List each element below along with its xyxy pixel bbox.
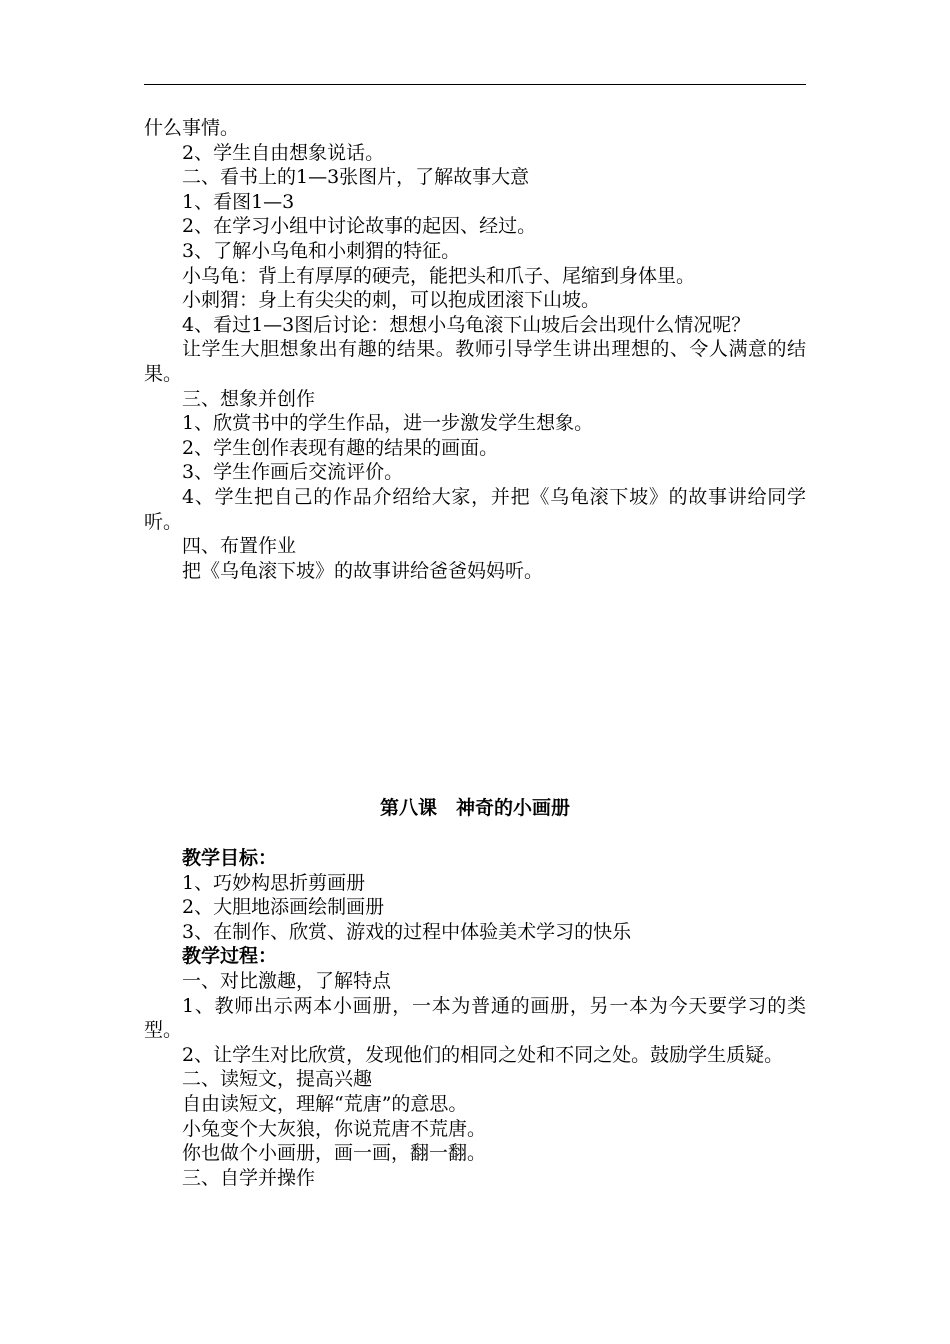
paragraph: 1、欣赏书中的学生作品，进一步激发学生想象。: [182, 412, 594, 435]
paragraph: 小乌龟：背上有厚厚的硬壳，能把头和爪子、尾缩到身体里。: [182, 264, 696, 287]
paragraph: 3、在制作、欣赏、游戏的过程中体验美术学习的快乐: [182, 920, 632, 943]
paragraph: 你也做个小画册，画一画，翻一翻。: [182, 1142, 487, 1165]
process-heading: 教学过程：: [182, 945, 278, 968]
section-heading: 四、布置作业: [182, 535, 297, 558]
section-heading: 三、想象并创作: [182, 387, 316, 410]
paragraph: 2、学生自由想象说话。: [182, 141, 385, 164]
paragraph: 让学生大胆想象出有趣的结果。教师引导学生讲出理想的、令人满意的结果。: [144, 338, 806, 385]
paragraph: 小刺猬：身上有尖尖的刺，可以抱成团滚下山坡。: [182, 289, 601, 312]
paragraph: 2、大胆地添画绘制画册: [182, 896, 385, 919]
paragraph: 3、学生作画后交流评价。: [182, 461, 404, 484]
objectives-heading: 教学目标：: [182, 847, 278, 869]
section-heading: 二、看书上的1—3张图片，了解故事大意: [182, 166, 530, 189]
lesson-seven-continued: [144, 116, 806, 583]
section-heading: 三、自学并操作: [182, 1166, 316, 1189]
section-heading: 一、对比激趣，了解特点: [182, 969, 392, 992]
paragraph: 小兔变个大灰狼，你说荒唐不荒唐。: [182, 1117, 487, 1140]
paragraph: 什么事情。: [144, 117, 240, 139]
lesson-eight-body: [144, 846, 806, 1190]
paragraph: 把《乌龟滚下坡》的故事讲给爸爸妈妈听。: [182, 559, 544, 582]
paragraph: 2、学生创作表现有趣的结果的画面。: [182, 436, 499, 459]
paragraph: 自由读短文，理解“荒唐”的意思。: [182, 1092, 468, 1115]
section-heading: 二、读短文，提高兴趣: [182, 1068, 373, 1091]
paragraph: 3、了解小乌龟和小刺猬的特征。: [182, 239, 461, 262]
paragraph: 4、学生把自己的作品介绍给大家，并把《乌龟滚下坡》的故事讲给同学听。: [144, 485, 806, 533]
paragraph: 1、看图1—3: [182, 190, 295, 213]
paragraph: 2、在学习小组中讨论故事的起因、经过。: [182, 215, 537, 238]
paragraph: 1、教师出示两本小画册，一本为普通的画册，另一本为今天要学习的类型。: [144, 994, 806, 1042]
paragraph: 4、看过1—3图后讨论：想想小乌龟滚下山坡后会出现什么情况呢？: [182, 313, 751, 336]
paragraph: 1、巧妙构思折剪画册: [182, 871, 366, 894]
paragraph: 2、让学生对比欣赏，发现他们的相同之处和不同之处。鼓励学生质疑。: [182, 1043, 784, 1066]
header-rule: [144, 84, 806, 85]
lesson-title: 第八课 神奇的小画册: [379, 797, 570, 819]
